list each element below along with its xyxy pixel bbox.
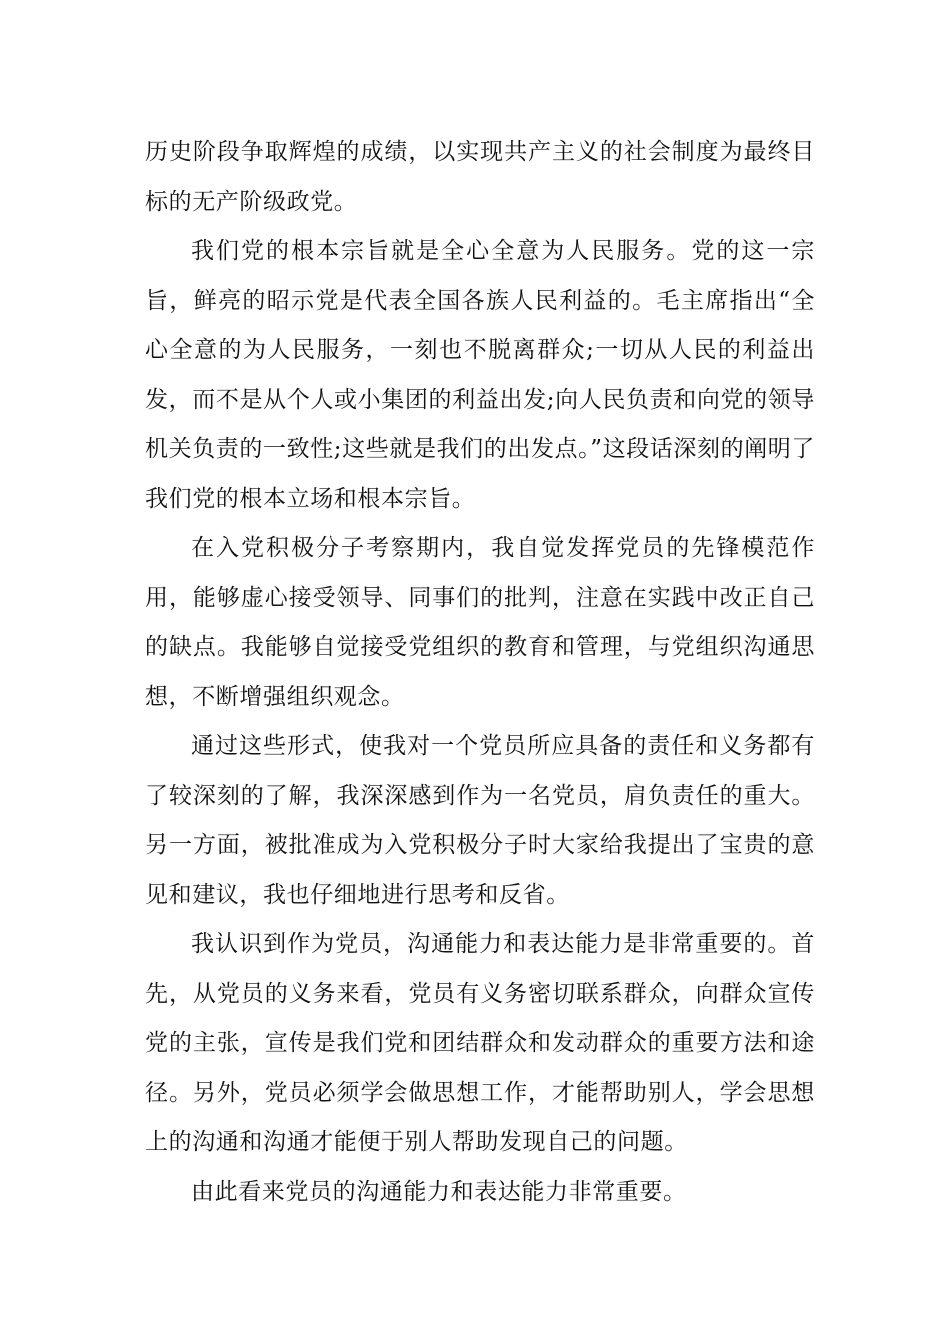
document-body <box>145 128 815 1217</box>
paragraph-communication-skills: 我认识到作为党员，沟通能力和表达能力是非常重要的。首先，从党员的义务来看，党员有义务密切联系群众，向群众宣传党的主张，宣传是我们党和团结群众和发动群众的重要方法和途径。另外，党员必须学会做思想工作，才能帮助别人，学会思想上的沟通和沟通才能便于别人帮助发现自己的问题。 <box>145 931 815 1155</box>
paragraph-party-purpose: 我们党的根本宗旨就是全心全意为人民服务。党的这一宗旨，鲜亮的昭示党是代表全国各族人民利益的。毛主席指出“全心全意的为人民服务，一刻也不脱离群众;一切从人民的利益出发，而不是从个人或小集团的利益出发;向人民负责和向党的领导机关负责的一致性;这些就是我们的出发点。”这段话深刻的阐明了我们党的根本立场和根本宗旨。 <box>145 238 816 512</box>
paragraph-responsibilities: 通过这些形式，使我对一个党员所应具备的责任和义务都有了较深刻的了解，我深深感到作为一名党员，肩负责任的重大。另一方面，被批准成为入党积极分子时大家给我提出了宝贵的意见和建议，我也仔细地进行思考和反省。 <box>145 733 815 908</box>
paragraph-conclusion: 由此看来党员的沟通能力和表达能力非常重要。 <box>191 1178 687 1205</box>
paragraph-continuation: 历史阶段争取辉煌的成绩，以实现共产主义的社会制度为最终目标的无产阶级政党。 <box>145 139 815 215</box>
paragraph-probation-period: 在入党积极分子考察期内，我自觉发挥党员的先锋模范作用，能够虚心接受领导、同事们的批判，注意在实践中改正自己的缺点。我能够自觉接受党组织的教育和管理，与党组织沟通思想，不断增强组织观念。 <box>145 535 815 710</box>
